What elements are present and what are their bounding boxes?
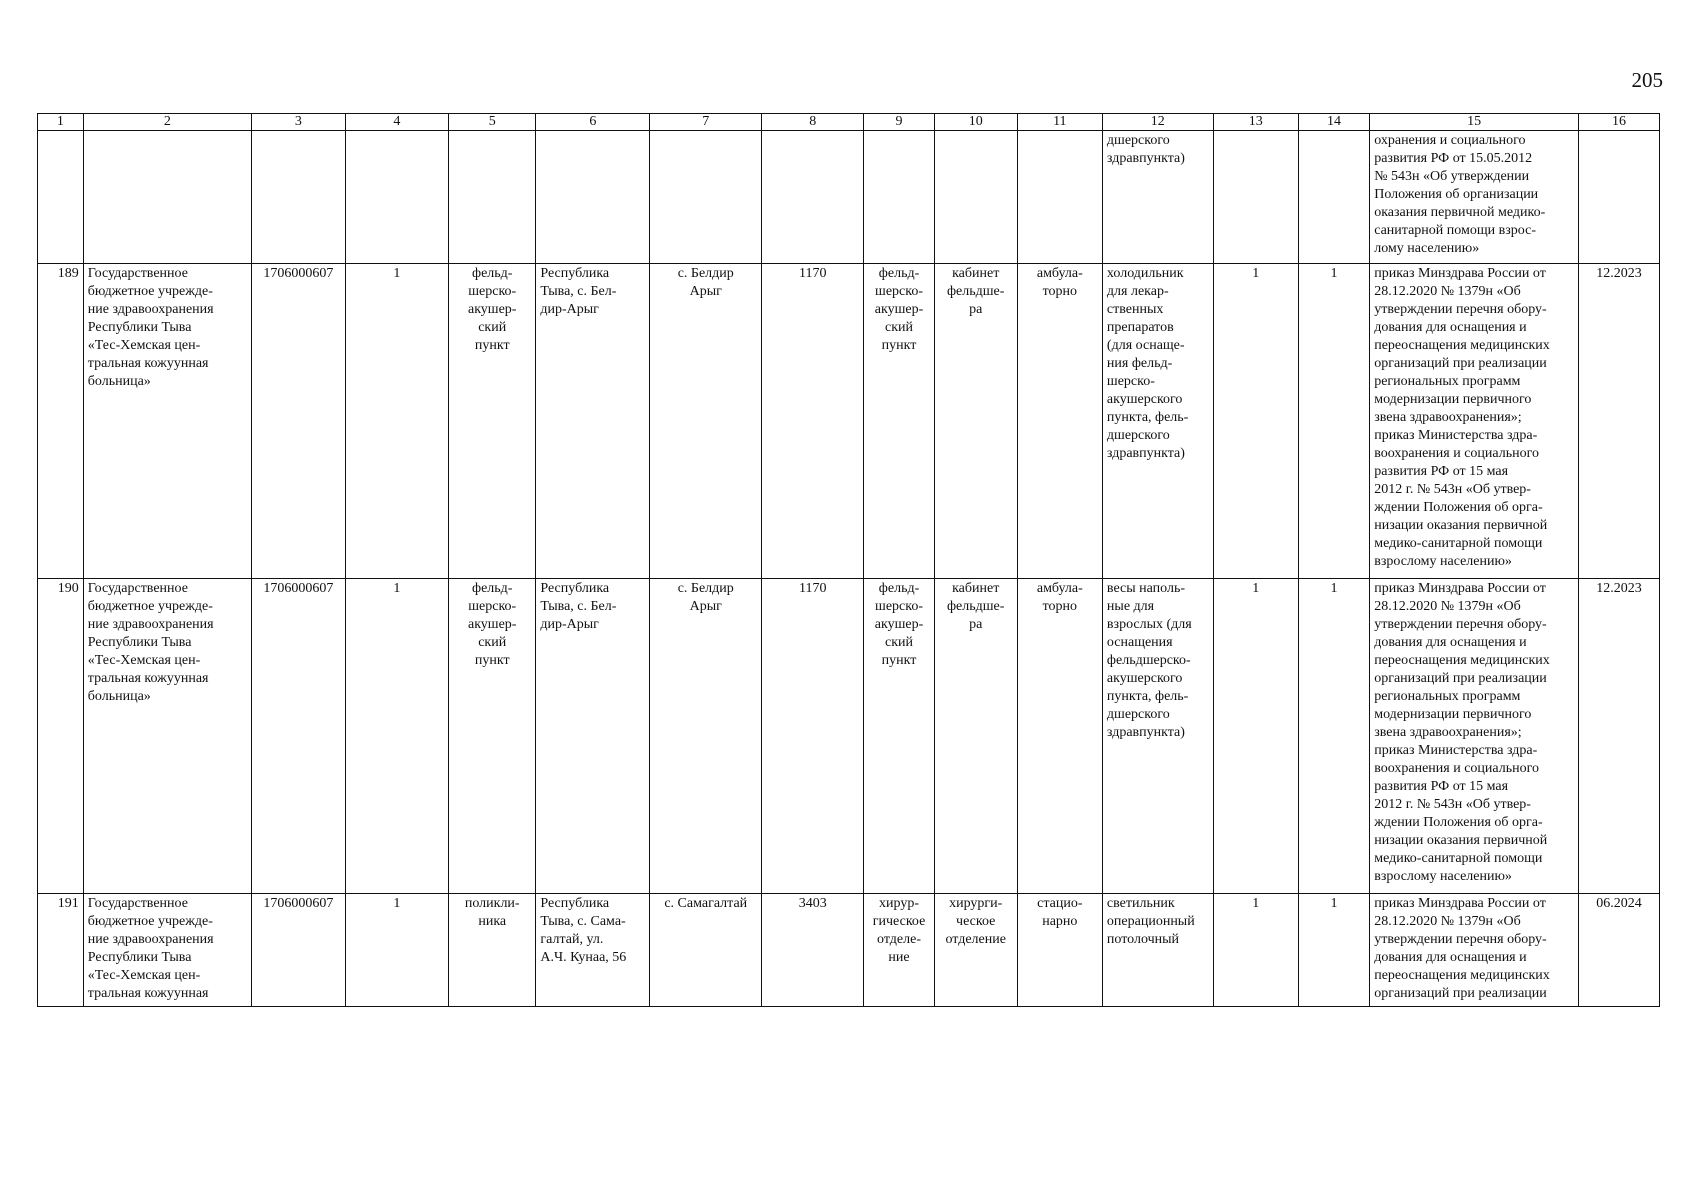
department-cell: хирур- гическое отделе- ние bbox=[864, 894, 934, 1007]
column-header: 10 bbox=[934, 114, 1017, 131]
column-header: 14 bbox=[1298, 114, 1369, 131]
column-header: 12 bbox=[1102, 114, 1213, 131]
legal-basis-cell: приказ Минздрава России от 28.12.2020 № 1379н «Об утверждении перечня обору- дования для оснащения и переоснащения медицинских организаций при реализации bbox=[1370, 894, 1579, 1007]
column-header: 4 bbox=[345, 114, 448, 131]
locality-cell: с. Белдир Арыг bbox=[650, 264, 762, 579]
address-cell bbox=[536, 131, 650, 264]
quantity-cell: 1 bbox=[345, 894, 448, 1007]
table-row bbox=[38, 894, 1660, 1007]
address-cell: Республика Тыва, с. Бел- дир-Арыг bbox=[536, 264, 650, 579]
room-cell: хирурги- ческое отделение bbox=[934, 894, 1017, 1007]
inn-cell: 1706000607 bbox=[252, 579, 346, 894]
address-cell: Республика Тыва, с. Сама- галтай, ул. А.Ч. Кунаа, 56 bbox=[536, 894, 650, 1007]
col13-cell: 1 bbox=[1213, 894, 1298, 1007]
col14-cell: 1 bbox=[1298, 579, 1369, 894]
unit-type-cell: поликли- ника bbox=[449, 894, 536, 1007]
locality-cell bbox=[650, 131, 762, 264]
department-cell: фельд- шерско- акушер- ский пункт bbox=[864, 579, 934, 894]
organization-cell bbox=[83, 131, 251, 264]
date-cell: 12.2023 bbox=[1578, 579, 1659, 894]
col13-cell bbox=[1213, 131, 1298, 264]
organization-cell: Государственное бюджетное учрежде- ние здравоохранения Республики Тыва «Тес-Хемская цен- тральная кожуунная bbox=[83, 894, 251, 1007]
column-header: 15 bbox=[1370, 114, 1579, 131]
care-form-cell: амбула- торно bbox=[1017, 579, 1102, 894]
care-form-cell: амбула- торно bbox=[1017, 264, 1102, 579]
row-number-cell: 190 bbox=[38, 579, 84, 894]
inn-cell bbox=[252, 131, 346, 264]
quantity-cell: 1 bbox=[345, 579, 448, 894]
population-cell bbox=[762, 131, 864, 264]
legal-basis-cell: охранения и социального развития РФ от 15.05.2012 № 543н «Об утверждении Положения об организации оказания первичной медико- санитарной помощи взрос- лому населению» bbox=[1370, 131, 1579, 264]
department-cell: фельд- шерско- акушер- ский пункт bbox=[864, 264, 934, 579]
population-cell: 1170 bbox=[762, 264, 864, 579]
equipment-cell: дшерского здравпункта) bbox=[1102, 131, 1213, 264]
row-number-cell: 189 bbox=[38, 264, 84, 579]
population-cell: 3403 bbox=[762, 894, 864, 1007]
organization-cell: Государственное бюджетное учрежде- ние здравоохранения Республики Тыва «Тес-Хемская цен- тральная кожуунная больница» bbox=[83, 264, 251, 579]
row-number-cell bbox=[38, 131, 84, 264]
room-cell: кабинет фельдше- ра bbox=[934, 579, 1017, 894]
column-header: 13 bbox=[1213, 114, 1298, 131]
unit-type-cell bbox=[449, 131, 536, 264]
column-header: 8 bbox=[762, 114, 864, 131]
legal-basis-cell: приказ Минздрава России от 28.12.2020 № 1379н «Об утверждении перечня обору- дования для оснащения и переоснащения медицинских организаций при реализации региональных программ модернизации первичного звена здравоохранения»; приказ Министерства здра- воохранения и социального развития РФ от 15 мая 2012 г. № 543н «Об утвер- ждении Положения об орга- низации оказания первичной медико-санитарной помощи взрослому населению» bbox=[1370, 264, 1579, 579]
care-form-cell bbox=[1017, 131, 1102, 264]
inn-cell: 1706000607 bbox=[252, 264, 346, 579]
equipment-cell: холодильник для лекар- ственных препаратов (для оснаще- ния фельд- шерско- акушерского пункта, фель- дшерского здравпункта) bbox=[1102, 264, 1213, 579]
equipment-cell: светильник операционный потолочный bbox=[1102, 894, 1213, 1007]
column-header: 1 bbox=[38, 114, 84, 131]
column-header: 16 bbox=[1578, 114, 1659, 131]
locality-cell: с. Самагалтай bbox=[650, 894, 762, 1007]
unit-type-cell: фельд- шерско- акушер- ский пункт bbox=[449, 264, 536, 579]
table-row-continuation bbox=[38, 131, 1660, 264]
legal-basis-cell: приказ Минздрава России от 28.12.2020 № 1379н «Об утверждении перечня обору- дования для оснащения и переоснащения медицинских организаций при реализации региональных программ модернизации первичного звена здравоохранения»; приказ Министерства здра- воохранения и социального развития РФ от 15 мая 2012 г. № 543н «Об утвер- ждении Положения об орга- низации оказания первичной медико-санитарной помощи взрослому населению» bbox=[1370, 579, 1579, 894]
row-number-cell: 191 bbox=[38, 894, 84, 1007]
col14-cell: 1 bbox=[1298, 894, 1369, 1007]
quantity-cell: 1 bbox=[345, 264, 448, 579]
col13-cell: 1 bbox=[1213, 579, 1298, 894]
date-cell: 06.2024 bbox=[1578, 894, 1659, 1007]
column-header: 9 bbox=[864, 114, 934, 131]
room-cell: кабинет фельдше- ра bbox=[934, 264, 1017, 579]
care-form-cell: стацио- нарно bbox=[1017, 894, 1102, 1007]
inn-cell: 1706000607 bbox=[252, 894, 346, 1007]
col14-cell bbox=[1298, 131, 1369, 264]
quantity-cell bbox=[345, 131, 448, 264]
column-number-header-row bbox=[38, 114, 1660, 131]
date-cell: 12.2023 bbox=[1578, 264, 1659, 579]
table-row bbox=[38, 579, 1660, 894]
room-cell bbox=[934, 131, 1017, 264]
date-cell bbox=[1578, 131, 1659, 264]
column-header: 7 bbox=[650, 114, 762, 131]
col13-cell: 1 bbox=[1213, 264, 1298, 579]
department-cell bbox=[864, 131, 934, 264]
column-header: 6 bbox=[536, 114, 650, 131]
column-header: 11 bbox=[1017, 114, 1102, 131]
equipment-table bbox=[37, 113, 1660, 1007]
locality-cell: с. Белдир Арыг bbox=[650, 579, 762, 894]
unit-type-cell: фельд- шерско- акушер- ский пункт bbox=[449, 579, 536, 894]
col14-cell: 1 bbox=[1298, 264, 1369, 579]
equipment-cell: весы наполь- ные для взрослых (для оснащения фельдшерско- акушерского пункта, фель- дшерского здравпункта) bbox=[1102, 579, 1213, 894]
column-header: 2 bbox=[83, 114, 251, 131]
table-row bbox=[38, 264, 1660, 579]
page-number: 205 bbox=[1631, 68, 1663, 92]
column-header: 5 bbox=[449, 114, 536, 131]
column-header: 3 bbox=[252, 114, 346, 131]
organization-cell: Государственное бюджетное учрежде- ние здравоохранения Республики Тыва «Тес-Хемская цен- тральная кожуунная больница» bbox=[83, 579, 251, 894]
population-cell: 1170 bbox=[762, 579, 864, 894]
address-cell: Республика Тыва, с. Бел- дир-Арыг bbox=[536, 579, 650, 894]
